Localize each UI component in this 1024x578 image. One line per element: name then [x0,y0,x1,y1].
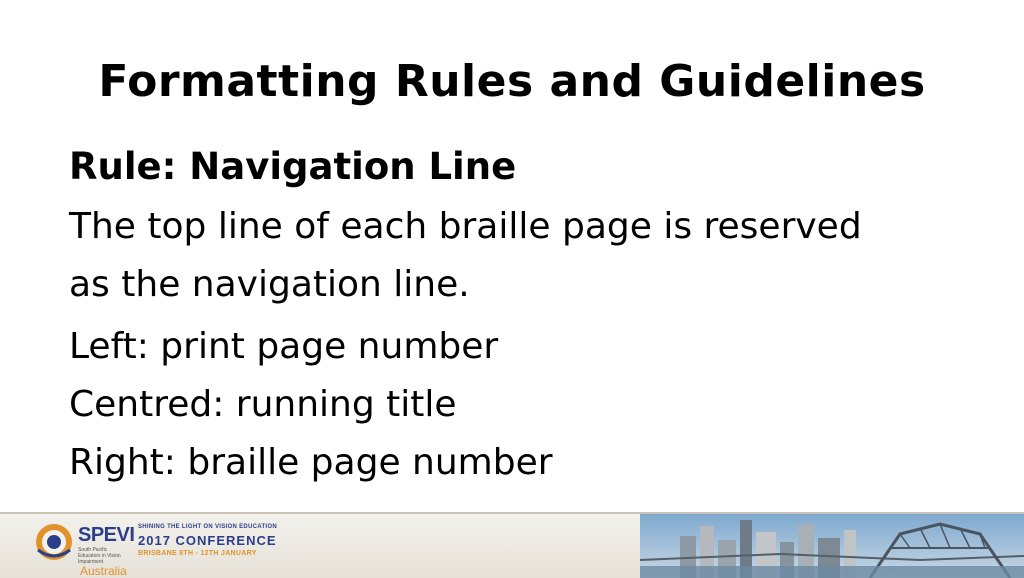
city-skyline-image [640,514,1024,578]
description-paragraph [69,198,969,314]
item-right: Right: braille page number [69,442,553,483]
paragraph-line: as the navigation line. [69,264,470,305]
logo-subtext: South Pacific Educators in Vision Impairment [78,547,121,565]
conference-dates: BRISBANE 8TH - 12TH JANUARY [138,550,257,557]
conference-info [138,524,277,557]
slide-content [69,142,969,492]
logo-text: SPEVI [78,524,135,546]
conference-tagline: SHINING THE LIGHT ON VISION EDUCATION [138,524,277,530]
rule-subheading: Rule: Navigation Line [69,145,517,188]
conference-name: 2017 CONFERENCE [138,533,277,548]
logo-country: Australia [80,564,127,578]
footer-banner [0,512,1024,578]
spevi-logo [34,520,134,576]
paragraph-line: The top line of each braille page is reserved [69,206,862,247]
item-centred: Centred: running title [69,384,457,425]
spevi-logo-icon [34,522,74,562]
slide-title: Formatting Rules and Guidelines [98,56,926,107]
item-left: Left: print page number [69,326,499,367]
